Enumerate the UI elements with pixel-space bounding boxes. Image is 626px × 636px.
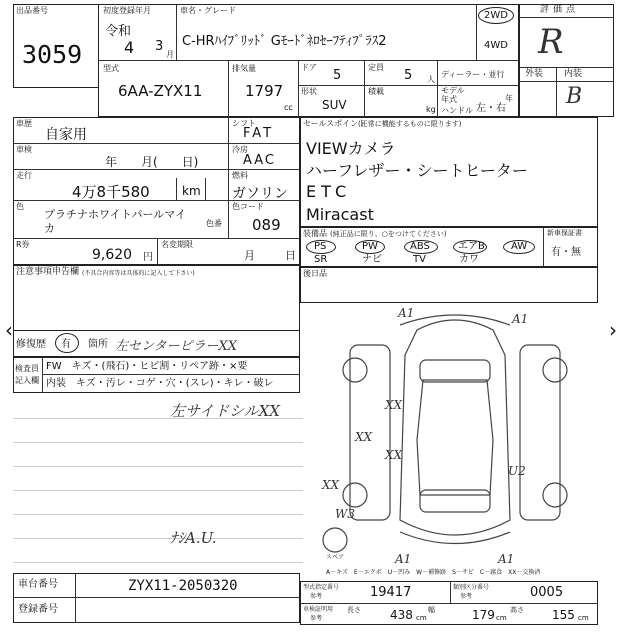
color-label: 色	[16, 202, 24, 211]
dealer-label: ディーラー・並行	[441, 70, 505, 79]
type-designation-label: 型式指定番号	[303, 584, 340, 591]
equip-top: PS	[314, 241, 327, 252]
class-number-value: 0005	[530, 585, 564, 600]
sales-point-item: VIEWカメラ	[306, 139, 396, 158]
drive-4wd: 4WD	[484, 40, 508, 51]
car-damage-diagram	[305, 300, 605, 570]
capacity-unit: 人	[427, 75, 435, 84]
car-rear-window	[420, 490, 490, 512]
class-number-label: 類別区分番号	[453, 584, 490, 591]
color-value: プラチナホワイトパールマイカ	[44, 208, 187, 235]
recycle-value: 9,620	[92, 247, 133, 263]
length-label: 長さ	[347, 606, 361, 614]
name-change-day: 日	[285, 249, 296, 262]
interior-value: B	[566, 84, 583, 109]
length-unit: cm	[416, 614, 427, 622]
sales-point-item: ETC	[306, 182, 352, 201]
size-sub: 参考	[310, 615, 323, 622]
rating-value: R	[538, 22, 564, 62]
shift-value: FAT	[243, 126, 275, 141]
repair-place-value: 左センターピラーXX	[115, 339, 237, 354]
mileage-unit: km	[182, 184, 201, 198]
equip-bottom: SR	[314, 254, 328, 265]
sales-points-label: セールスポイント	[303, 119, 367, 128]
height-label: 高さ	[510, 606, 524, 614]
color-code-label: 色コード	[232, 202, 264, 211]
color-no-label: 色番	[206, 219, 222, 228]
recycle-unit: 円	[143, 252, 153, 263]
interior-label: 内装	[564, 69, 583, 79]
warranty-value: 有・無	[551, 247, 581, 258]
wheel-front-left	[343, 358, 367, 382]
first-reg-era: 令和	[105, 24, 132, 39]
doors-label: ドア	[301, 63, 317, 72]
name-change-month: 月	[244, 249, 255, 262]
wheel-front-right	[543, 358, 567, 382]
displacement-label: 排気量	[232, 64, 256, 73]
equip-bottom: ナビ	[362, 254, 382, 265]
inspector-row-2: 内装 キズ・汚レ・コゲ・穴・(スレ)・キレ・破レ	[46, 378, 274, 389]
equipment-label: 装備品	[303, 229, 327, 238]
history-value: 自家用	[45, 127, 87, 143]
color-code-value: 089	[252, 216, 281, 234]
sales-point-item: Miracast	[306, 205, 374, 224]
diagram-mark: XX	[385, 448, 403, 462]
shift-label: シフト	[232, 119, 256, 128]
car-body-outline	[400, 320, 510, 535]
doors-value: 5	[333, 68, 342, 83]
handwritten-note-2: ﾅｼA.U.	[170, 529, 217, 547]
diagram-legend: A－キズ E－エクボ U－凹み W－補修跡 S－サビ C－腐食 XX－交換済	[326, 569, 541, 576]
notes-label: 注意事項申告欄	[16, 267, 80, 277]
car-windshield	[420, 360, 490, 382]
history-label: 車歴	[16, 119, 32, 128]
inspector-label-2: 記入欄	[15, 376, 39, 385]
model-year-unit: 年	[505, 94, 513, 103]
diagram-mark: XX	[355, 430, 373, 444]
model-label: 型式	[103, 64, 119, 73]
shape-value: SUV	[322, 98, 347, 112]
chassis-label: 車台番号	[18, 579, 58, 590]
posted-box	[300, 267, 598, 303]
type-designation-value: 19417	[370, 585, 412, 600]
recycle-label: R券	[16, 240, 30, 249]
equip-top: ABS	[410, 241, 430, 252]
length-value: 438	[390, 608, 413, 622]
type-designation-sub: 参考	[310, 593, 323, 600]
car-name-label: 車名・グレード	[180, 6, 236, 15]
width-label: 幅	[428, 606, 435, 614]
car-name-value: C-HRﾊｲﾌﾞﾘｯﾄﾞ Gﾓｰﾄﾞﾈﾛｾｰﾌﾃｨﾌﾟﾗｽ2	[182, 34, 387, 49]
next-arrow-icon[interactable]: ›	[609, 318, 617, 342]
displacement-value: 1797	[245, 82, 284, 100]
diagram-mark: A1	[398, 306, 415, 320]
width-value: 179	[472, 608, 495, 622]
registration-label: 登録番号	[18, 604, 58, 615]
model-value: 6AA-ZYX11	[118, 82, 203, 100]
equip-top: AW	[511, 241, 528, 252]
lot-label: 出品番号	[16, 6, 48, 15]
wheel-rear-right	[543, 483, 567, 507]
equip-top: PW	[362, 241, 378, 252]
inspection-label: 車検	[16, 145, 32, 154]
diagram-mark: XX	[322, 478, 340, 492]
spare-label: スペア	[326, 554, 345, 561]
rating-label: 評価点	[540, 5, 580, 15]
name-change-label: 名変期限	[161, 240, 193, 249]
warranty-label: 新車保証書	[547, 229, 582, 237]
diagram-mark: U2	[508, 464, 526, 478]
fuel-label: 燃料	[232, 171, 248, 180]
inspection-value: 年 月( 日)	[105, 155, 199, 169]
capacity-label: 定員	[368, 63, 384, 72]
diagram-mark: XX	[385, 398, 403, 412]
repair-label: 修復歴	[16, 339, 46, 350]
shape-label: 形状	[301, 87, 317, 96]
lot-number: 3059	[22, 40, 83, 69]
chassis-value: ZYX11-2050320	[128, 578, 238, 594]
posted-label: 後日品	[303, 269, 327, 278]
equip-bottom: TV	[413, 254, 426, 265]
model-year-label: モデル年式	[441, 86, 465, 104]
repair-place-label: 箇所	[88, 339, 108, 350]
load-label: 積載	[368, 87, 384, 96]
fuel-value: ガソリン	[232, 186, 288, 202]
prev-arrow-icon[interactable]: ‹	[5, 318, 13, 342]
equip-top: エアB	[458, 241, 485, 252]
first-reg-month-unit: 月	[166, 50, 174, 59]
rear-bumper	[400, 532, 510, 544]
wheel-rear-left	[343, 483, 367, 507]
load-unit: kg	[426, 105, 436, 114]
right-side-outline	[520, 345, 560, 520]
equipment-sub: (純正品に限り、○をつけてください)	[330, 230, 447, 238]
car-roof-outline	[417, 380, 493, 495]
width-unit: cm	[496, 614, 507, 622]
ac-value: AAC	[243, 153, 276, 168]
notes-sub: (不具合内容等は具体的に記入して下さい)	[82, 270, 195, 277]
inspector-label-1: 検査員	[15, 364, 39, 373]
displacement-unit: cc	[284, 103, 293, 112]
diagram-mark: W3	[335, 507, 355, 521]
size-label: 車検証明用	[303, 606, 334, 613]
spare-tire	[323, 528, 347, 552]
sales-points-sub: (正常に機能するものに限ります)	[358, 120, 462, 128]
handle-value: 左・右	[476, 103, 506, 114]
height-unit: cm	[578, 614, 589, 622]
mileage-value: 4万8千580	[72, 183, 150, 201]
first-reg-year: 4	[124, 38, 135, 57]
diagram-mark: A1	[395, 552, 412, 566]
mileage-label: 走行	[16, 171, 32, 180]
repair-value: 有	[61, 339, 71, 350]
first-reg-label: 初度登録年月	[103, 6, 151, 15]
diagram-mark: A1	[498, 552, 515, 566]
height-value: 155	[552, 608, 575, 622]
first-reg-month: 3	[155, 39, 164, 54]
ac-label: 冷房	[232, 145, 248, 154]
inspector-row-1: FW キズ・(飛石)・ヒビ割・リペア跡・×要	[46, 361, 248, 372]
equip-bottom: カワ	[459, 254, 479, 265]
exterior-label: 外装	[525, 69, 544, 79]
handle-label: ハンドル	[441, 106, 473, 115]
capacity-value: 5	[404, 68, 413, 83]
sales-point-item: ハーフレザー・シートヒーター	[306, 161, 528, 180]
class-number-sub: 参考	[460, 593, 473, 600]
drive-2wd: 2WD	[484, 10, 508, 21]
handwritten-note-1: 左サイドシルXX	[170, 402, 280, 420]
diagram-mark: A1	[512, 312, 529, 326]
